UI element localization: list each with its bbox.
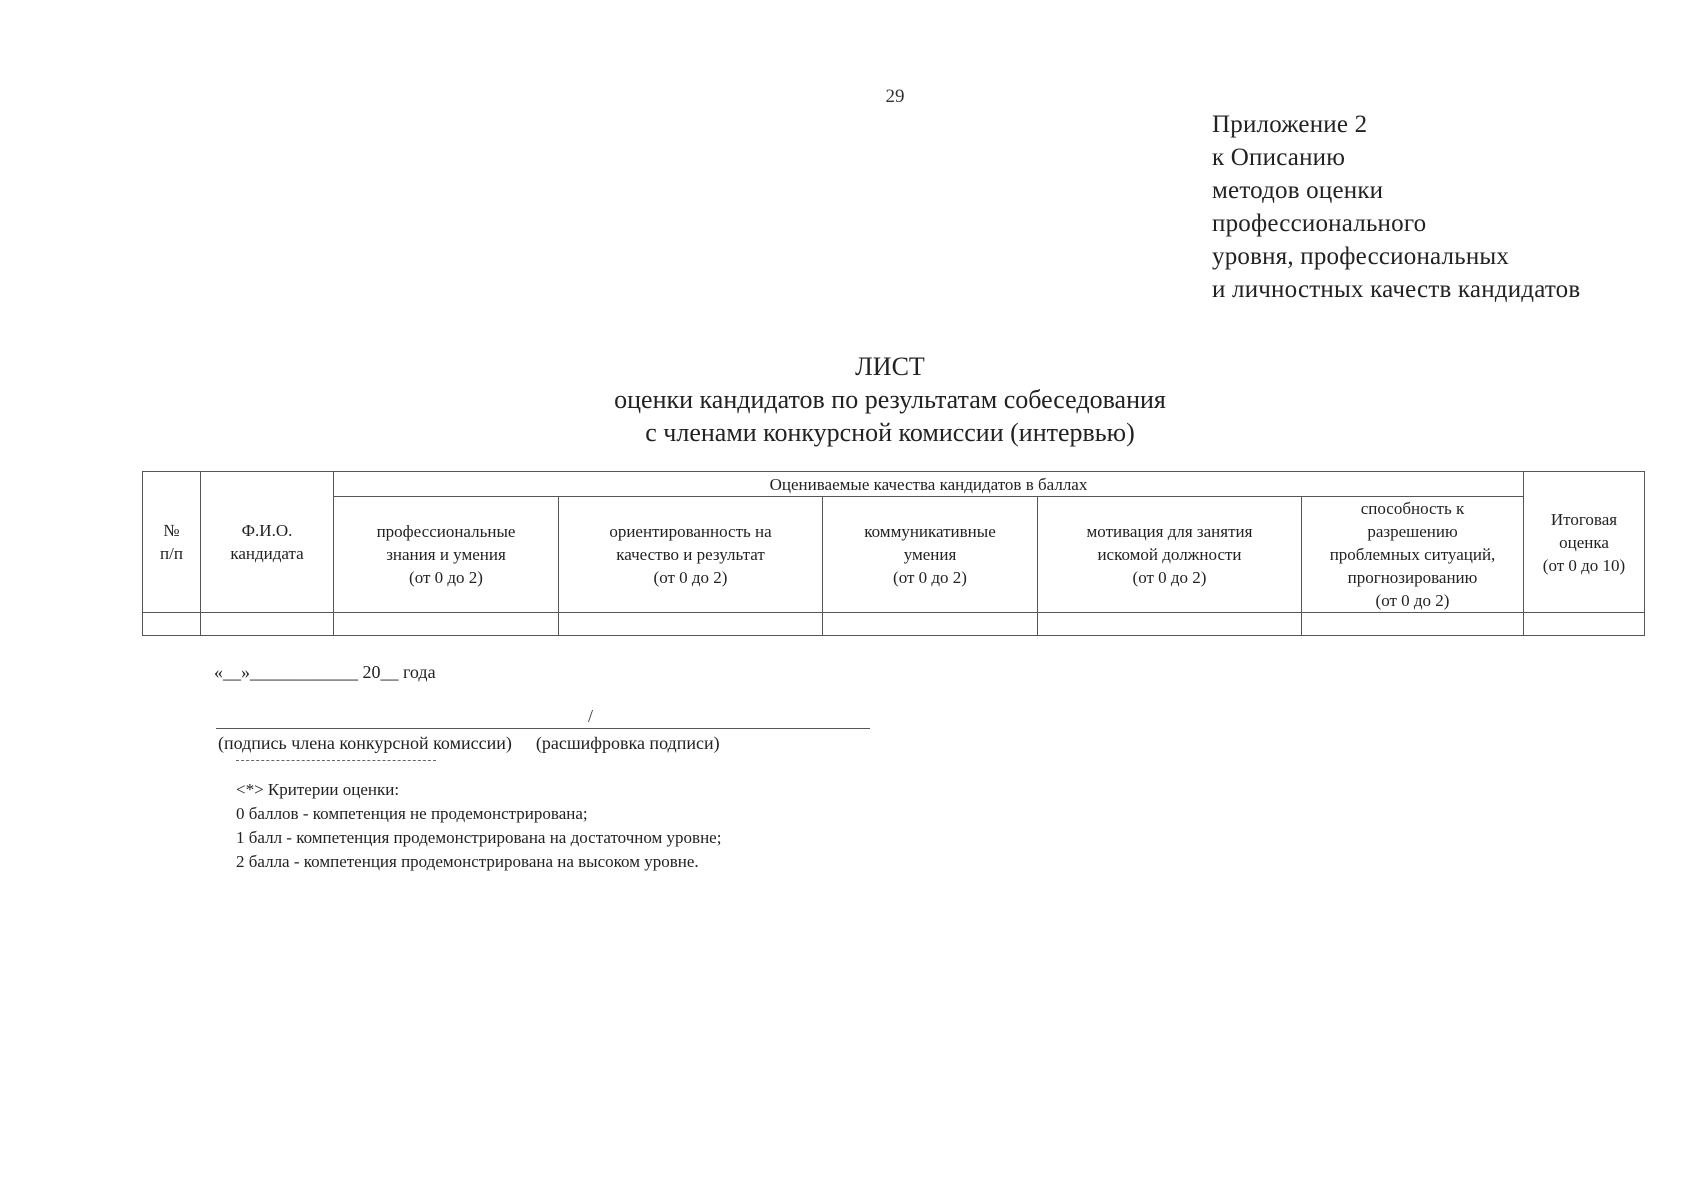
column-header-result-orientation: ориентированность на качество и результат (от 0 до 2)	[559, 497, 823, 613]
date-line: «__»____________ 20__ года	[214, 662, 436, 682]
table-cell	[1302, 613, 1524, 636]
signature-captions	[218, 733, 720, 754]
appendix-line: и личностных качеств кандидатов	[1212, 276, 1581, 303]
notes-item: 1 балл - компетенция продемонстрирована на достаточном уровне;	[236, 828, 722, 847]
appendix-line: Приложение 2	[1212, 111, 1368, 138]
title-line: с членами конкурсной комиссии (интервью)	[645, 418, 1135, 447]
signature-line	[216, 728, 870, 729]
table-cell	[1524, 613, 1645, 636]
table-cell	[559, 613, 823, 636]
signature-decode-caption: (расшифровка подписи)	[535, 733, 720, 753]
appendix-line: уровня, профессиональных	[1212, 243, 1510, 270]
table-cell	[201, 613, 334, 636]
table-cell	[823, 613, 1038, 636]
table-cell	[334, 613, 559, 636]
notes-header: <*> Критерии оценки:	[236, 780, 400, 799]
appendix-line: профессионального	[1212, 210, 1427, 237]
signature-member-caption: (подпись члена конкурсной комиссии)	[218, 733, 512, 753]
column-header-communication: коммуникативные умения (от 0 до 2)	[823, 497, 1038, 613]
page-number: 29	[885, 86, 905, 107]
document-title	[430, 350, 1350, 449]
evaluation-criteria-notes	[236, 778, 721, 874]
footnote-separator	[236, 760, 436, 761]
title-line: оценки кандидатов по результатам собеседования	[614, 385, 1166, 414]
table-cell	[143, 613, 201, 636]
appendix-line: к Описанию	[1212, 144, 1346, 171]
column-header-full-name: Ф.И.О. кандидата	[201, 472, 334, 613]
notes-item: 0 баллов - компетенция не продемонстрирована;	[236, 804, 588, 823]
group-header-qualities: Оцениваемые качества кандидатов в баллах	[334, 472, 1524, 497]
evaluation-table	[142, 471, 1645, 636]
title-main: ЛИСТ	[855, 352, 925, 381]
column-header-professional-knowledge: профессиональные знания и умения (от 0 до 2)	[334, 497, 559, 613]
appendix-header	[1212, 108, 1580, 306]
column-header-total-score: Итоговая оценка (от 0 до 10)	[1524, 472, 1645, 613]
column-header-number: № п/п	[143, 472, 201, 613]
column-header-motivation: мотивация для занятия искомой должности (от 0 до 2)	[1038, 497, 1302, 613]
notes-item: 2 балла - компетенция продемонстрирована на высоком уровне.	[236, 852, 699, 871]
table-row	[143, 613, 1645, 636]
appendix-line: методов оценки	[1212, 177, 1384, 204]
column-header-problem-solving: способность к разрешению проблемных ситуаций, прогнозированию (от 0 до 2)	[1302, 497, 1524, 613]
table-cell	[1038, 613, 1302, 636]
signature-separator: /	[588, 706, 594, 726]
